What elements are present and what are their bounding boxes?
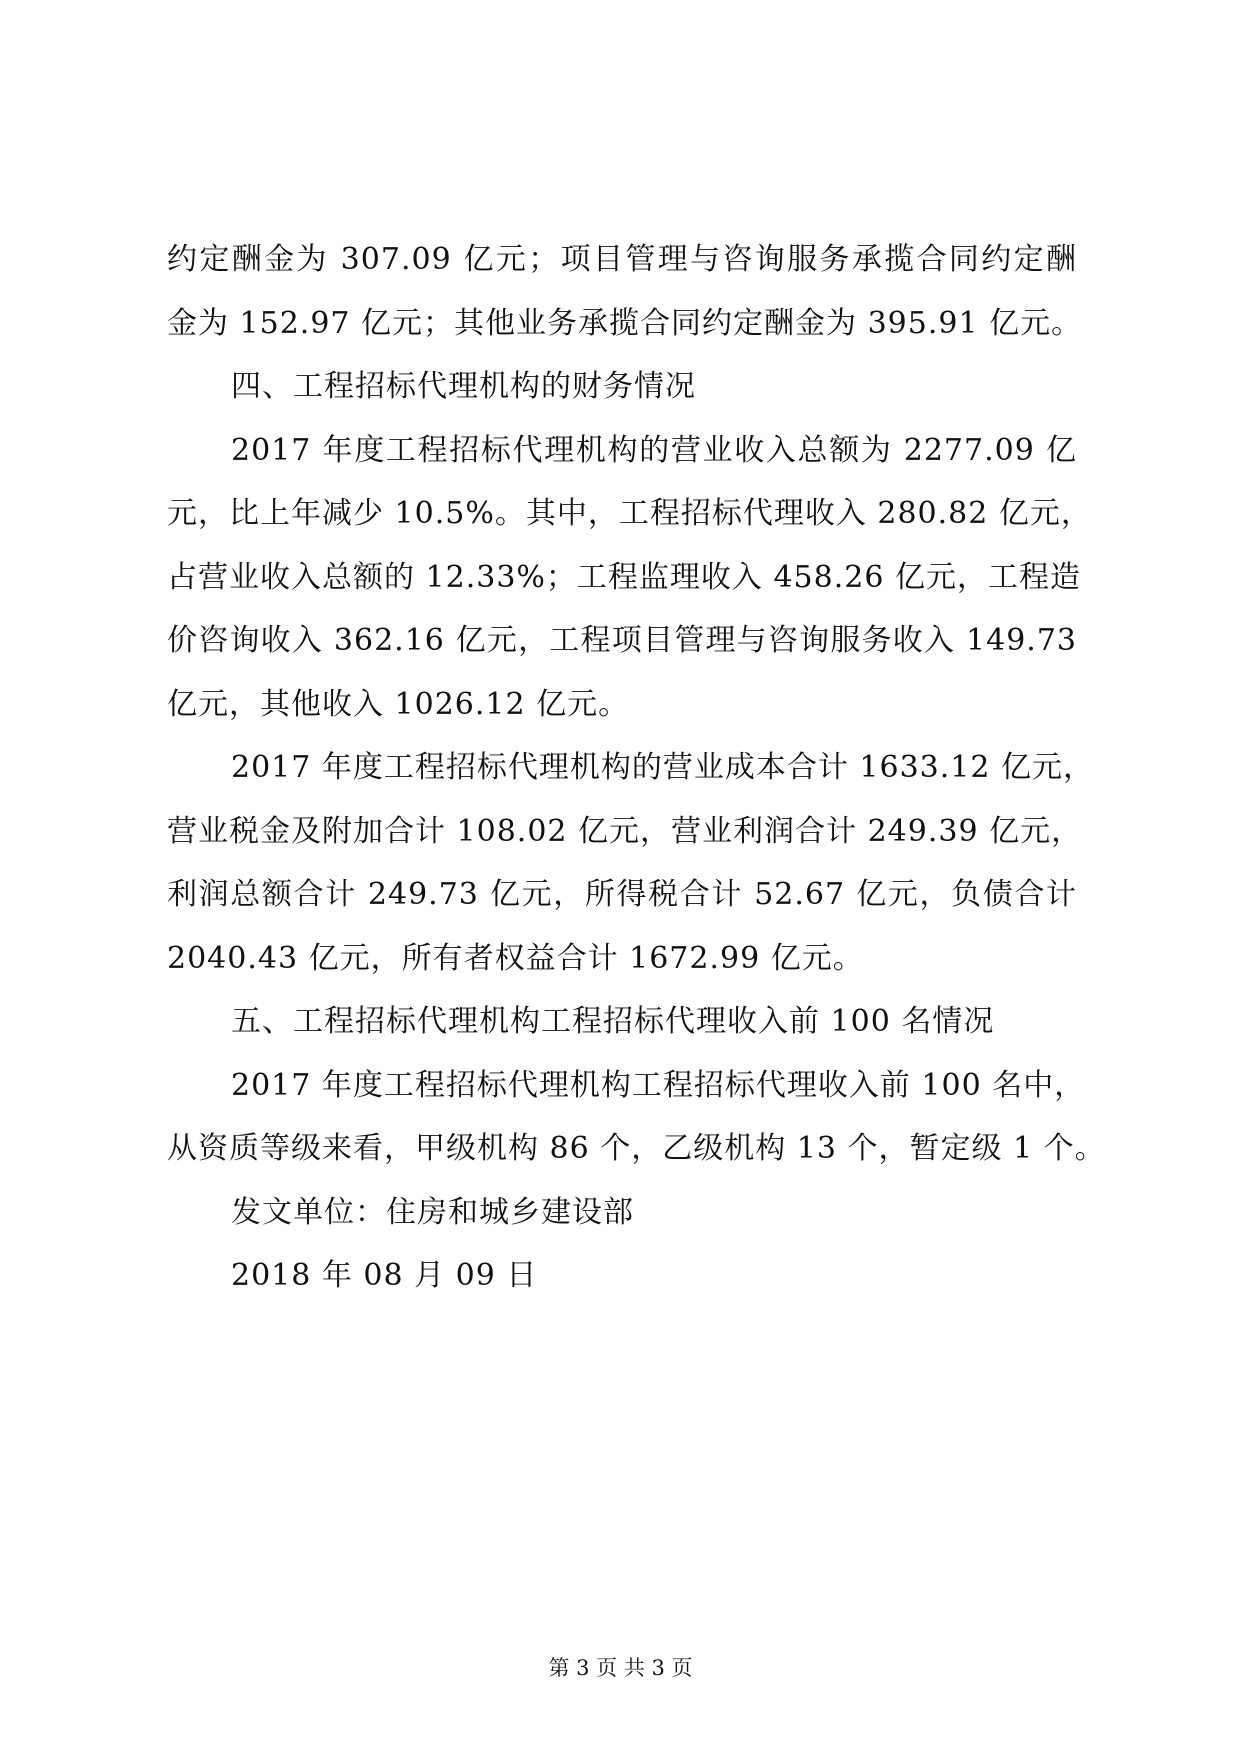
section-heading-five: 五、工程招标代理机构工程招标代理收入前 100 名情况 xyxy=(231,1004,995,1039)
body-line: 2017 年度工程招标代理机构的营业收入总额为 2277.09 亿 xyxy=(231,432,1077,468)
body-line: 营业税金及附加合计 108.02 亿元，营业利润合计 249.39 亿元， xyxy=(167,813,1083,849)
body-line: 2040.43 亿元，所有者权益合计 1672.99 亿元。 xyxy=(167,940,864,976)
document-body xyxy=(167,228,1106,1308)
section-heading-four: 四、工程招标代理机构的财务情况 xyxy=(231,369,696,404)
issuing-unit: 发文单位：住房和城乡建设部 xyxy=(231,1194,634,1230)
body-line: 从资质等级来看，甲级机构 86 个，乙级机构 13 个，暂定级 1 个。 xyxy=(167,1131,1106,1166)
body-line: 2017 年度工程招标代理机构工程招标代理收入前 100 名中， xyxy=(231,1067,1086,1103)
body-line: 元，比上年减少 10.5%。其中，工程招标代理收入 280.82 亿元， xyxy=(167,496,1092,531)
body-line: 价咨询收入 362.16 亿元，工程项目管理与咨询服务收入 149.73 xyxy=(167,623,1077,658)
page-footer xyxy=(0,1653,1241,1683)
body-line: 金为 152.97 亿元；其他业务承揽合同约定酬金为 395.91 亿元。 xyxy=(167,305,1083,341)
body-line: 利润总额合计 249.73 亿元，所得税合计 52.67 亿元，负债合计 xyxy=(167,877,1077,912)
body-line: 约定酬金为 307.09 亿元；项目管理与咨询服务承揽合同约定酬 xyxy=(167,242,1077,277)
body-line: 亿元，其他收入 1026.12 亿元。 xyxy=(167,686,630,722)
body-line: 占营业收入总额的 12.33%；工程监理收入 458.26 亿元，工程造 xyxy=(167,559,1081,595)
body-line: 2017 年度工程招标代理机构的营业成本合计 1633.12 亿元， xyxy=(231,750,1095,785)
issue-date: 2018 年 08 月 09 日 xyxy=(231,1258,538,1293)
page-number: 第 3 页 共 3 页 xyxy=(548,1656,693,1680)
